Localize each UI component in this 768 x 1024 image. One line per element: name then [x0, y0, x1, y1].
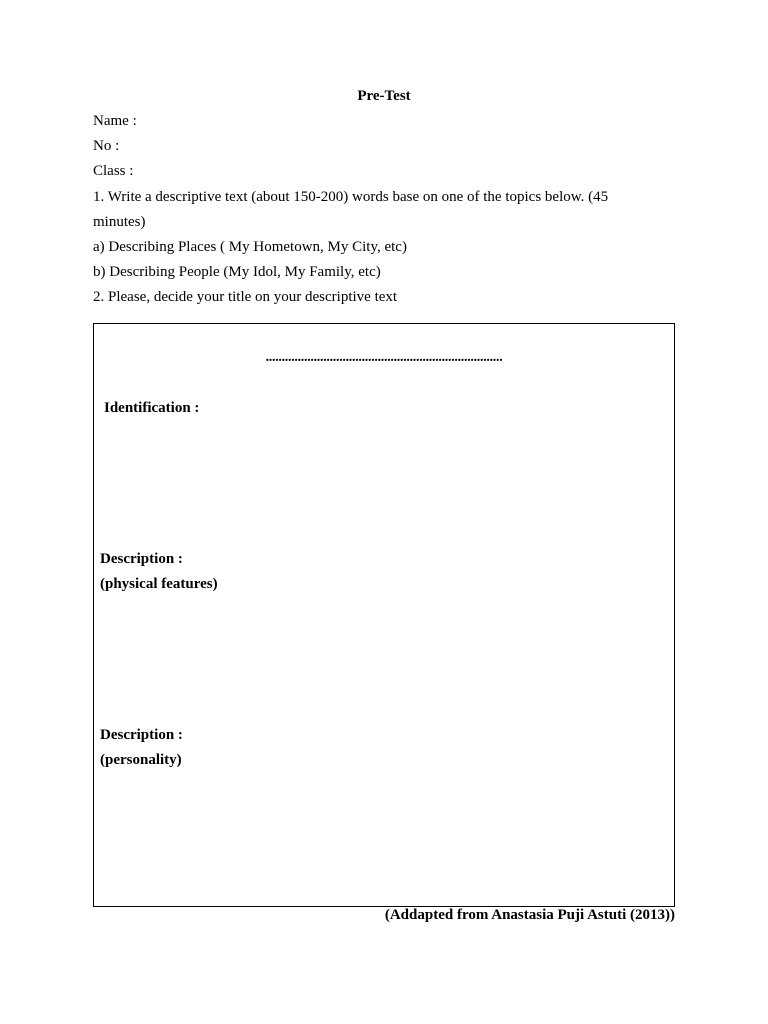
personality-subheading: (personality) [100, 752, 182, 768]
name-field-label: Name : [93, 113, 137, 129]
topic-option-b: b) Describing People (My Idol, My Family, etc) [93, 264, 381, 280]
instruction-1-line-1: 1. Write a descriptive text (about 150-200) words base on one of the topics below. (45 [93, 189, 609, 205]
description-heading-physical: Description : [100, 551, 183, 567]
topic-option-a: a) Describing Places ( My Hometown, My City, etc) [93, 239, 407, 255]
answer-box[interactable] [93, 323, 675, 907]
physical-features-subheading: (physical features) [100, 576, 218, 592]
instruction-1-line-2: minutes) [93, 214, 146, 230]
source-citation: (Addapted from Anastasia Puji Astuti (2013)) [384, 907, 675, 923]
number-field-label: No : [93, 138, 120, 154]
description-heading-personality: Description : [100, 727, 183, 743]
title-placeholder-dots: .......................................................................... [265, 350, 503, 365]
identification-heading: Identification : [104, 400, 200, 416]
instruction-2: 2. Please, decide your title on your descriptive text [93, 289, 398, 305]
page-title: Pre-Test [357, 88, 411, 104]
class-field-label: Class : [93, 163, 134, 179]
